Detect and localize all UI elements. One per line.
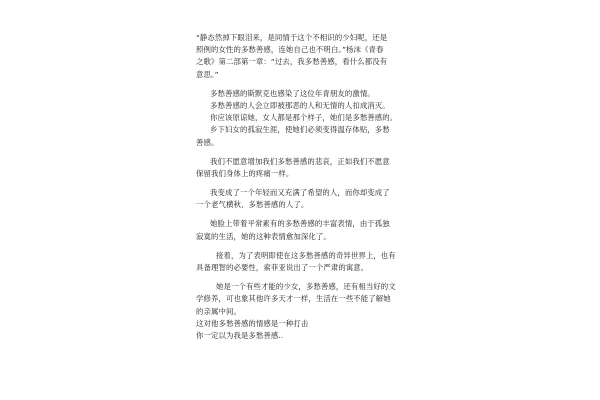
text-line: “静态然掉下眼泪来，是同情于这个不相识的少妇呢，还是 (196, 33, 388, 42)
text-line: 我们不愿意增加我们多愁善感的悲哀，正如我们不愿意 (210, 156, 390, 166)
text-line: 我变成了一个年轻而又充满了希望的人，而你却变成了 (210, 188, 390, 198)
text-line: 学修养，可也象其他许多天才一样，生活在一些不能了解她 (196, 294, 391, 304)
text-line: 你一定以为我是多愁善感.. (196, 330, 284, 340)
paragraph-gap (196, 243, 416, 250)
text-line: 你应该原谅她，女人都是那个样子，她们是多愁善感的。 (210, 113, 398, 123)
text-line: 接着，为了表明即使在这多愁善感的奇异世界上，也有 (216, 250, 396, 260)
paragraph-gap (196, 180, 416, 187)
text-line: 她脸上带着平常素有的多愁善感的丰富表情，由于孤独 (210, 219, 390, 229)
paragraph-gap (196, 81, 416, 88)
text-line: 的亲属中间。 (196, 306, 241, 316)
paragraph-gap (196, 149, 416, 156)
text-line: 之歌》第二部第一章：“过去，我多愁善感，看什么都没有 (196, 57, 388, 67)
paragraph-gap (196, 211, 416, 218)
text-line: 照例的女性的多愁善感，连她自己也不明白。”杨沫《青春 (196, 45, 384, 55)
text-line: 多愁善感的人会立即被那恶的人和无情的人扣成消灭。 (210, 100, 390, 110)
text-line: 乡下妇女的孤寂生涯，使她们必须变得温存体贴，多愁 (210, 125, 390, 135)
text-line: 她是一个有些才能的少女，多愁善感，还有相当好的文 (216, 282, 396, 292)
text-line: 一个老气横秋、多愁善感的人了。 (196, 200, 309, 210)
text-line: 这对他多愁善感的情感是一种打击 (196, 318, 309, 328)
text-line: 多愁善感的斯默克也感染了这位年青朋友的激情。 (210, 88, 375, 98)
document-text-body (196, 32, 416, 342)
text-line: 具备理智的必要性，索菲亚说出了一个严肃的寓意。 (196, 263, 369, 272)
text-line: 意思。” (196, 69, 219, 79)
paragraph-gap (196, 274, 416, 281)
text-line: 寂寞的生活，她的这种表情愈加深化了。 (196, 231, 331, 241)
text-line: 保留我们身体上的疼痛一样。 (196, 168, 294, 178)
text-line: 善感。 (196, 137, 219, 147)
